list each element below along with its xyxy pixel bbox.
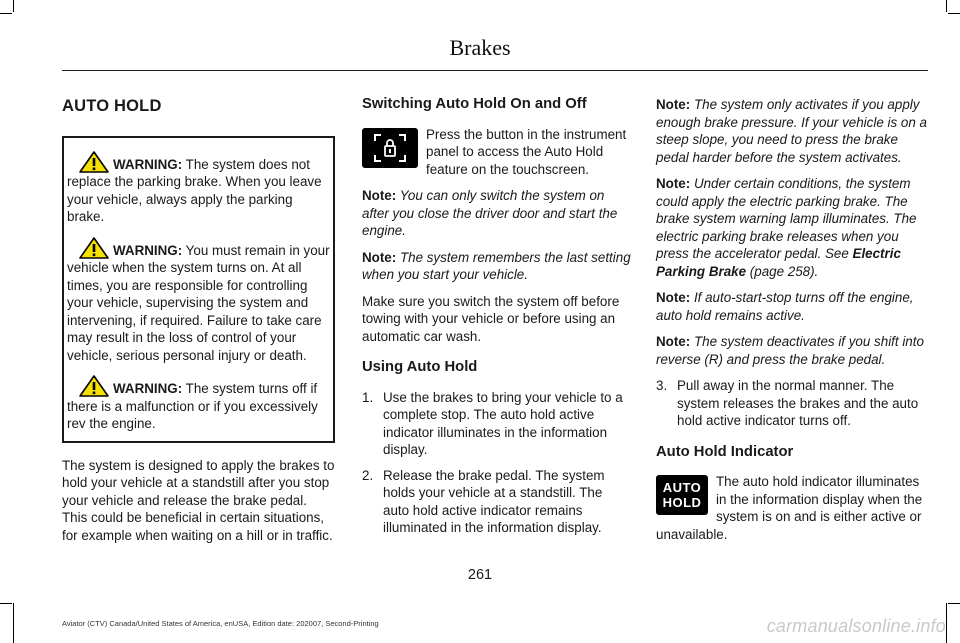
section-heading-auto-hold: AUTO HOLD <box>62 97 162 115</box>
crop-mark-bottom-left-h <box>0 603 12 604</box>
towing-paragraph: Make sure you switch the system off before towing with your vehicle or before using an automatic car wash. <box>362 293 620 344</box>
note-text: The system remembers the last setting when you start your vehicle. <box>362 249 631 282</box>
note-text: The system deactivates if you shift into reverse (R) and press the brake pedal. <box>656 334 924 367</box>
section-heading-using: Using Auto Hold <box>362 359 478 375</box>
step-text: Release the brake pedal. The system holds your vehicle at a standstill. The auto hold active indicator remains illuminated in the information display. <box>383 467 605 535</box>
note-label: Note: <box>656 334 691 349</box>
indicator-description <box>656 473 928 543</box>
note-text: You can only switch the system on after you close the driver door and start the engine. <box>362 188 618 238</box>
step-text: Pull away in the normal manner. The system releases the brakes and the auto hold active indicator turns off. <box>677 378 919 428</box>
middle-column <box>362 96 632 546</box>
steps-list <box>362 389 632 537</box>
warning-2 <box>67 237 330 365</box>
badge-line-2: HOLD <box>662 495 702 510</box>
note-text: The system only activates if you apply enough brake pressure. If your vehicle is on a steep slope, you need to press the brake pedal harder before the system activates. <box>656 97 927 165</box>
auto-hold-button-icon <box>362 128 418 168</box>
badge-line-1: AUTO <box>662 480 702 495</box>
crop-mark-top-right-h <box>948 13 960 14</box>
warning-label: WARNING: <box>113 381 183 396</box>
note-5 <box>656 289 928 324</box>
note-3 <box>656 96 928 166</box>
header-divider <box>62 70 928 71</box>
crop-mark-bottom-right <box>946 603 947 643</box>
crop-mark-top-left-h <box>0 13 12 14</box>
step-2 <box>362 467 632 537</box>
step-3 <box>656 377 928 430</box>
right-column <box>656 96 928 552</box>
button-instruction-text: Press the button in the instrument panel to access the Auto Hold feature on the touchscreen. <box>426 126 627 177</box>
auto-hold-indicator-icon <box>656 475 708 515</box>
note-label: Note: <box>656 97 691 112</box>
warning-icon <box>79 151 109 173</box>
step-number: 1. <box>362 389 374 405</box>
auto-hold-symbol-icon <box>373 133 407 163</box>
section-heading-switching: Switching Auto Hold On and Off <box>362 96 587 112</box>
watermark: carmanualsonline.info <box>766 616 946 636</box>
page-title: Brakes <box>449 35 511 60</box>
step-number: 3. <box>656 378 668 393</box>
warning-icon <box>79 375 109 397</box>
steps-list-continued <box>656 377 928 430</box>
crop-mark-bottom-right-h <box>948 603 960 604</box>
warning-icon <box>79 237 109 259</box>
warning-box <box>62 136 335 443</box>
warning-text: The system does not replace the parking brake. When you leave your vehicle, always apply the parking brake. <box>67 156 322 224</box>
left-column <box>62 98 335 553</box>
note-2 <box>362 249 632 284</box>
warning-text: You must remain in your vehicle when the system turns on. At all times, you are responsible for controlling your vehicle, supervising the system and intervening, if required. Failure to take care may result in the loss of control of your vehicle, serious personal injury or death. <box>67 242 330 363</box>
note-text: Under certain conditions, the system could apply the electric parking brake. The brake system warning lamp illuminates. The electric parking brake releases when you press the accelerator pedal. See <box>656 176 917 261</box>
warning-text: The system turns off if there is a malfunction or if you excessively rev the engine. <box>67 381 318 431</box>
note-label: Note: <box>656 290 691 305</box>
note-4 <box>656 175 928 280</box>
crop-mark-top-left <box>13 0 14 12</box>
cross-reference-link[interactable]: Electric Parking Brake <box>656 246 901 279</box>
page-number: 261 <box>467 567 493 583</box>
warning-1 <box>67 151 330 226</box>
crop-mark-bottom-left <box>13 603 14 643</box>
step-text: Use the brakes to bring your vehicle to a complete stop. The auto hold active indicator illuminates in the information display. <box>383 389 623 457</box>
note-1 <box>362 187 632 240</box>
note-label: Note: <box>656 176 691 191</box>
warning-3 <box>67 375 330 433</box>
auto-hold-description: The system is designed to apply the brakes to hold your vehicle at a standstill after you stop your vehicle and release the brake pedal. This could be beneficial in certain situations, for example when waiting on a hill or in traffic. <box>62 457 335 543</box>
note-label: Note: <box>362 188 397 203</box>
button-instruction <box>362 126 632 179</box>
indicator-text: The auto hold indicator illuminates in the information display when the system is on and is either active or unavailable. <box>656 474 923 542</box>
note-text: If auto-start-stop turns off the engine, auto hold remains active. <box>656 290 914 323</box>
page-reference: (page 258). <box>746 263 819 279</box>
section-heading-indicator: Auto Hold Indicator <box>656 443 794 460</box>
crop-mark-top-right <box>946 0 947 12</box>
warning-label: WARNING: <box>113 242 183 258</box>
note-label: Note: <box>362 249 397 265</box>
footer-edition: Aviator (CTV) Canada/United States of America, enUSA, Edition date: 202007, Second-Printing <box>62 619 379 628</box>
warning-label: WARNING: <box>113 156 183 172</box>
note-6 <box>656 333 928 368</box>
step-1 <box>362 389 632 459</box>
step-number: 2. <box>362 467 374 483</box>
